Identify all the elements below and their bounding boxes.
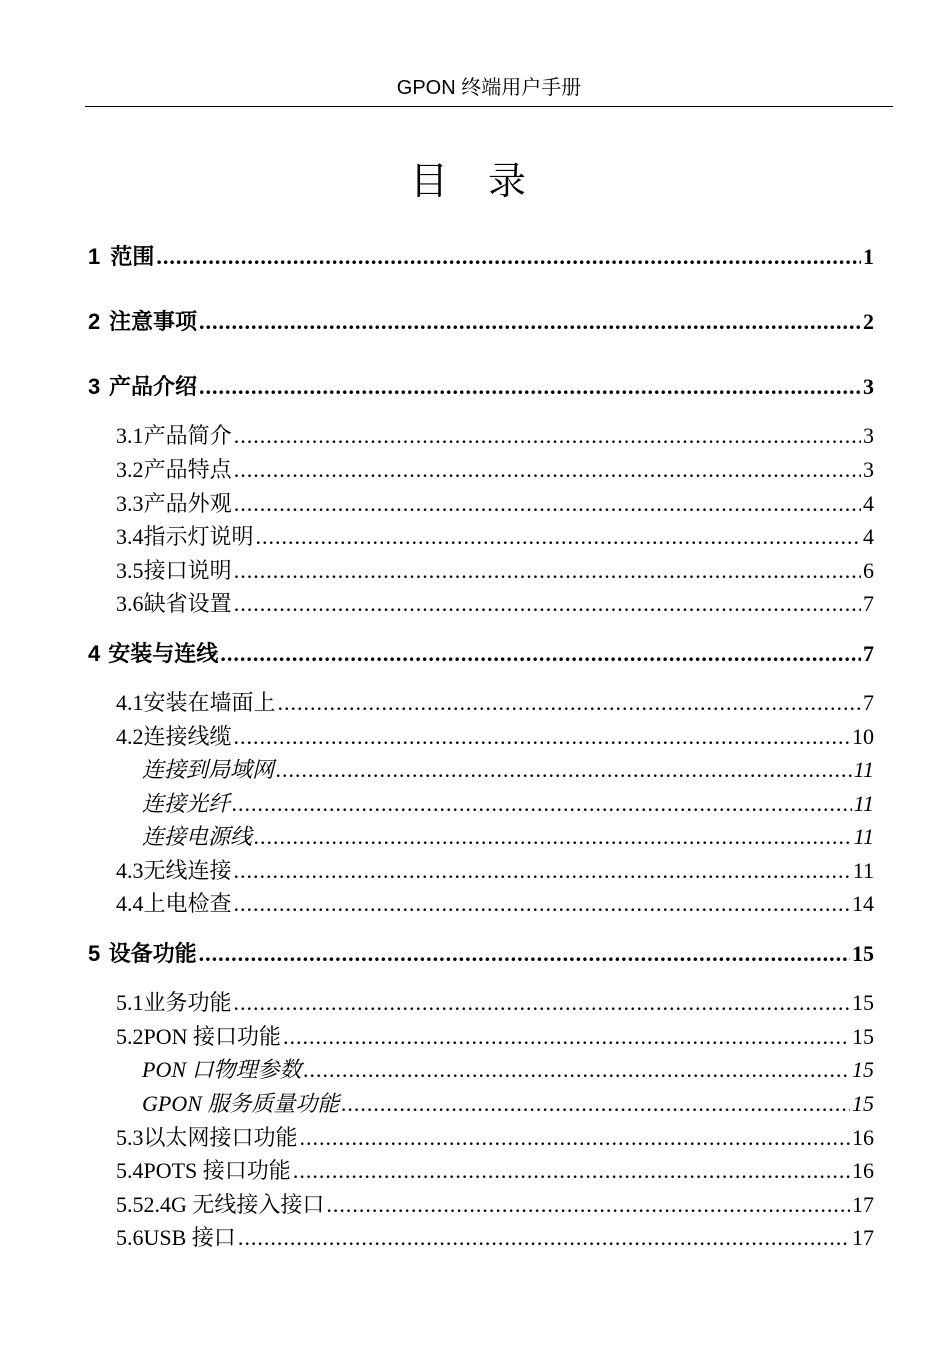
toc-entry-number: 3	[88, 374, 101, 399]
toc-entry-3-6[interactable]	[116, 587, 874, 618]
toc-entry-pon-physical[interactable]	[142, 1053, 874, 1084]
toc-entry-page: 17	[852, 1192, 874, 1217]
toc-entry-text: 2.4G 无线接入接口	[143, 1192, 325, 1217]
toc-entry-text: GPON 服务质量功能	[142, 1091, 340, 1116]
toc-entry-connect-fiber[interactable]	[142, 787, 874, 818]
dot-leader	[234, 891, 850, 917]
dot-leader	[234, 491, 861, 517]
dot-leader	[199, 374, 861, 400]
dot-leader	[238, 1225, 850, 1251]
dot-leader	[276, 757, 852, 783]
toc-entry-gpon-qos[interactable]	[142, 1087, 874, 1118]
toc-entry-5-2[interactable]	[116, 1020, 874, 1051]
toc-entry-page: 7	[863, 641, 874, 666]
toc-entry-connect-lan[interactable]	[142, 753, 874, 784]
toc-entry-text: 无线连接	[143, 858, 232, 883]
toc-entry-number: 5.2	[116, 1024, 144, 1049]
dot-leader	[232, 791, 852, 817]
dot-leader	[234, 858, 851, 884]
toc-entry-number: 4.3	[116, 858, 144, 883]
dot-leader	[278, 690, 861, 716]
toc-entry-page: 10	[852, 724, 874, 749]
toc-entry-number: 3.2	[116, 457, 144, 482]
toc-entry-page: 15	[852, 1024, 874, 1049]
toc-title: 目 录	[409, 159, 541, 203]
toc-entry-page: 11	[853, 824, 874, 849]
toc-entry-page: 6	[863, 558, 874, 583]
toc-entry-page: 15	[852, 941, 874, 966]
dot-leader	[220, 641, 861, 667]
dot-leader	[234, 457, 861, 483]
toc-entry-number: 5.5	[116, 1192, 144, 1217]
toc-entry-page: 3	[863, 423, 874, 448]
header-title: GPON 终端用户手册	[396, 77, 582, 99]
dot-leader	[234, 423, 861, 449]
dot-leader	[326, 1192, 850, 1218]
toc-entry-number: 5.1	[116, 990, 144, 1015]
page-header	[85, 74, 893, 107]
toc-entry-text: USB 接口	[143, 1225, 236, 1250]
toc-entry-number: 4.1	[116, 690, 144, 715]
toc-entry-text: 安装与连线	[108, 641, 219, 666]
toc-entry-page: 17	[852, 1225, 874, 1250]
dot-leader	[293, 1158, 850, 1184]
toc-entry-page: 3	[863, 374, 874, 399]
toc-entry-number: 1	[88, 244, 101, 269]
toc-entry-number: 2	[88, 309, 101, 334]
toc-entry-2[interactable]	[88, 305, 874, 336]
toc-entry-number: 3.3	[116, 491, 144, 516]
dot-leader	[156, 244, 861, 270]
dot-leader	[234, 724, 850, 750]
dot-leader	[341, 1091, 850, 1117]
dot-leader	[234, 990, 850, 1016]
toc-entry-connect-power[interactable]	[142, 820, 874, 851]
toc-entry-1[interactable]	[88, 240, 874, 271]
dot-leader	[283, 1024, 850, 1050]
toc-entry-text: 注意事项	[108, 309, 197, 334]
toc-entry-page: 15	[852, 990, 874, 1015]
dot-leader	[199, 309, 861, 335]
toc-entry-text: 设备功能	[108, 941, 197, 966]
toc-entry-3-2[interactable]	[116, 453, 874, 484]
toc-entry-4-3[interactable]	[116, 854, 874, 885]
toc-entry-3-3[interactable]	[116, 487, 874, 518]
toc-entry-3-5[interactable]	[116, 554, 874, 585]
toc-entry-number: 3.4	[116, 524, 144, 549]
toc-entry-number: 3.5	[116, 558, 144, 583]
toc-entry-text: 缺省设置	[143, 591, 232, 616]
toc-entry-number: 5.6	[116, 1225, 144, 1250]
toc-entry-text: 产品简介	[143, 423, 232, 448]
toc-entry-text: 连接光纤	[142, 791, 231, 816]
toc-entry-text: 接口说明	[143, 558, 232, 583]
dot-leader	[300, 1125, 850, 1151]
toc-entry-4-1[interactable]	[116, 686, 874, 717]
toc-entry-number: 4.4	[116, 891, 144, 916]
toc-entry-5-3[interactable]	[116, 1121, 874, 1152]
toc-entry-text: 产品特点	[143, 457, 232, 482]
toc-entry-page: 11	[853, 757, 874, 782]
dot-leader	[304, 1057, 850, 1083]
toc-entry-number: 5	[88, 941, 101, 966]
toc-entry-page: 11	[853, 791, 874, 816]
toc-entry-number: 3.6	[116, 591, 144, 616]
toc-entry-text: 以太网接口功能	[143, 1125, 298, 1150]
toc-entry-5[interactable]	[88, 937, 874, 968]
toc-entry-number: 5.3	[116, 1125, 144, 1150]
toc-entry-text: 上电检查	[143, 891, 232, 916]
toc-entry-text: 产品介绍	[108, 374, 197, 399]
toc-entry-text: 连接电源线	[142, 824, 253, 849]
toc-entry-3[interactable]	[88, 370, 874, 401]
toc-entry-text: 范围	[110, 244, 155, 269]
dot-leader	[199, 941, 850, 967]
toc-entry-page: 16	[852, 1125, 874, 1150]
toc-entry-page: 2	[863, 309, 874, 334]
toc-entry-page: 3	[863, 457, 874, 482]
toc-entry-number: 4	[88, 641, 101, 666]
toc-entry-5-1[interactable]	[116, 986, 874, 1017]
toc-entry-number: 4.2	[116, 724, 144, 749]
toc-entry-3-4[interactable]	[116, 520, 874, 551]
toc-entry-5-4[interactable]	[116, 1154, 874, 1185]
dot-leader	[234, 558, 861, 584]
toc-entry-page: 4	[863, 524, 874, 549]
toc-entry-number: 5.4	[116, 1158, 144, 1183]
toc-entry-4-4[interactable]	[116, 887, 874, 918]
dot-leader	[254, 824, 852, 850]
toc-entry-text: 连接到局域网	[142, 757, 275, 782]
toc-entry-page: 16	[852, 1158, 874, 1183]
toc-entry-text: 连接线缆	[143, 724, 232, 749]
toc-entry-page: 11	[852, 858, 874, 883]
toc-entry-page: 14	[852, 891, 874, 916]
toc-entry-4-2[interactable]	[116, 720, 874, 751]
dot-leader	[256, 524, 861, 550]
toc-entry-page: 7	[863, 591, 874, 616]
toc-entry-page: 1	[863, 244, 874, 269]
toc-entry-4[interactable]	[88, 637, 874, 668]
toc-entry-number: 3.1	[116, 423, 144, 448]
toc-entry-text: PON 口物理参数	[142, 1057, 302, 1082]
toc-entry-page: 15	[852, 1057, 874, 1082]
toc-entry-page: 15	[852, 1091, 874, 1116]
toc-entry-page: 7	[863, 690, 874, 715]
toc-entry-text: 指示灯说明	[143, 524, 254, 549]
toc-entry-5-5[interactable]	[116, 1188, 874, 1219]
toc-entry-3-1[interactable]	[116, 419, 874, 450]
toc-entry-text: 产品外观	[143, 491, 232, 516]
dot-leader	[234, 591, 861, 617]
toc-entry-5-6[interactable]	[116, 1221, 874, 1252]
toc-entry-text: POTS 接口功能	[143, 1158, 291, 1183]
toc-entry-text: 安装在墙面上	[143, 690, 276, 715]
toc-entry-page: 4	[863, 491, 874, 516]
toc-entry-text: PON 接口功能	[143, 1024, 282, 1049]
toc-entry-text: 业务功能	[143, 990, 232, 1015]
